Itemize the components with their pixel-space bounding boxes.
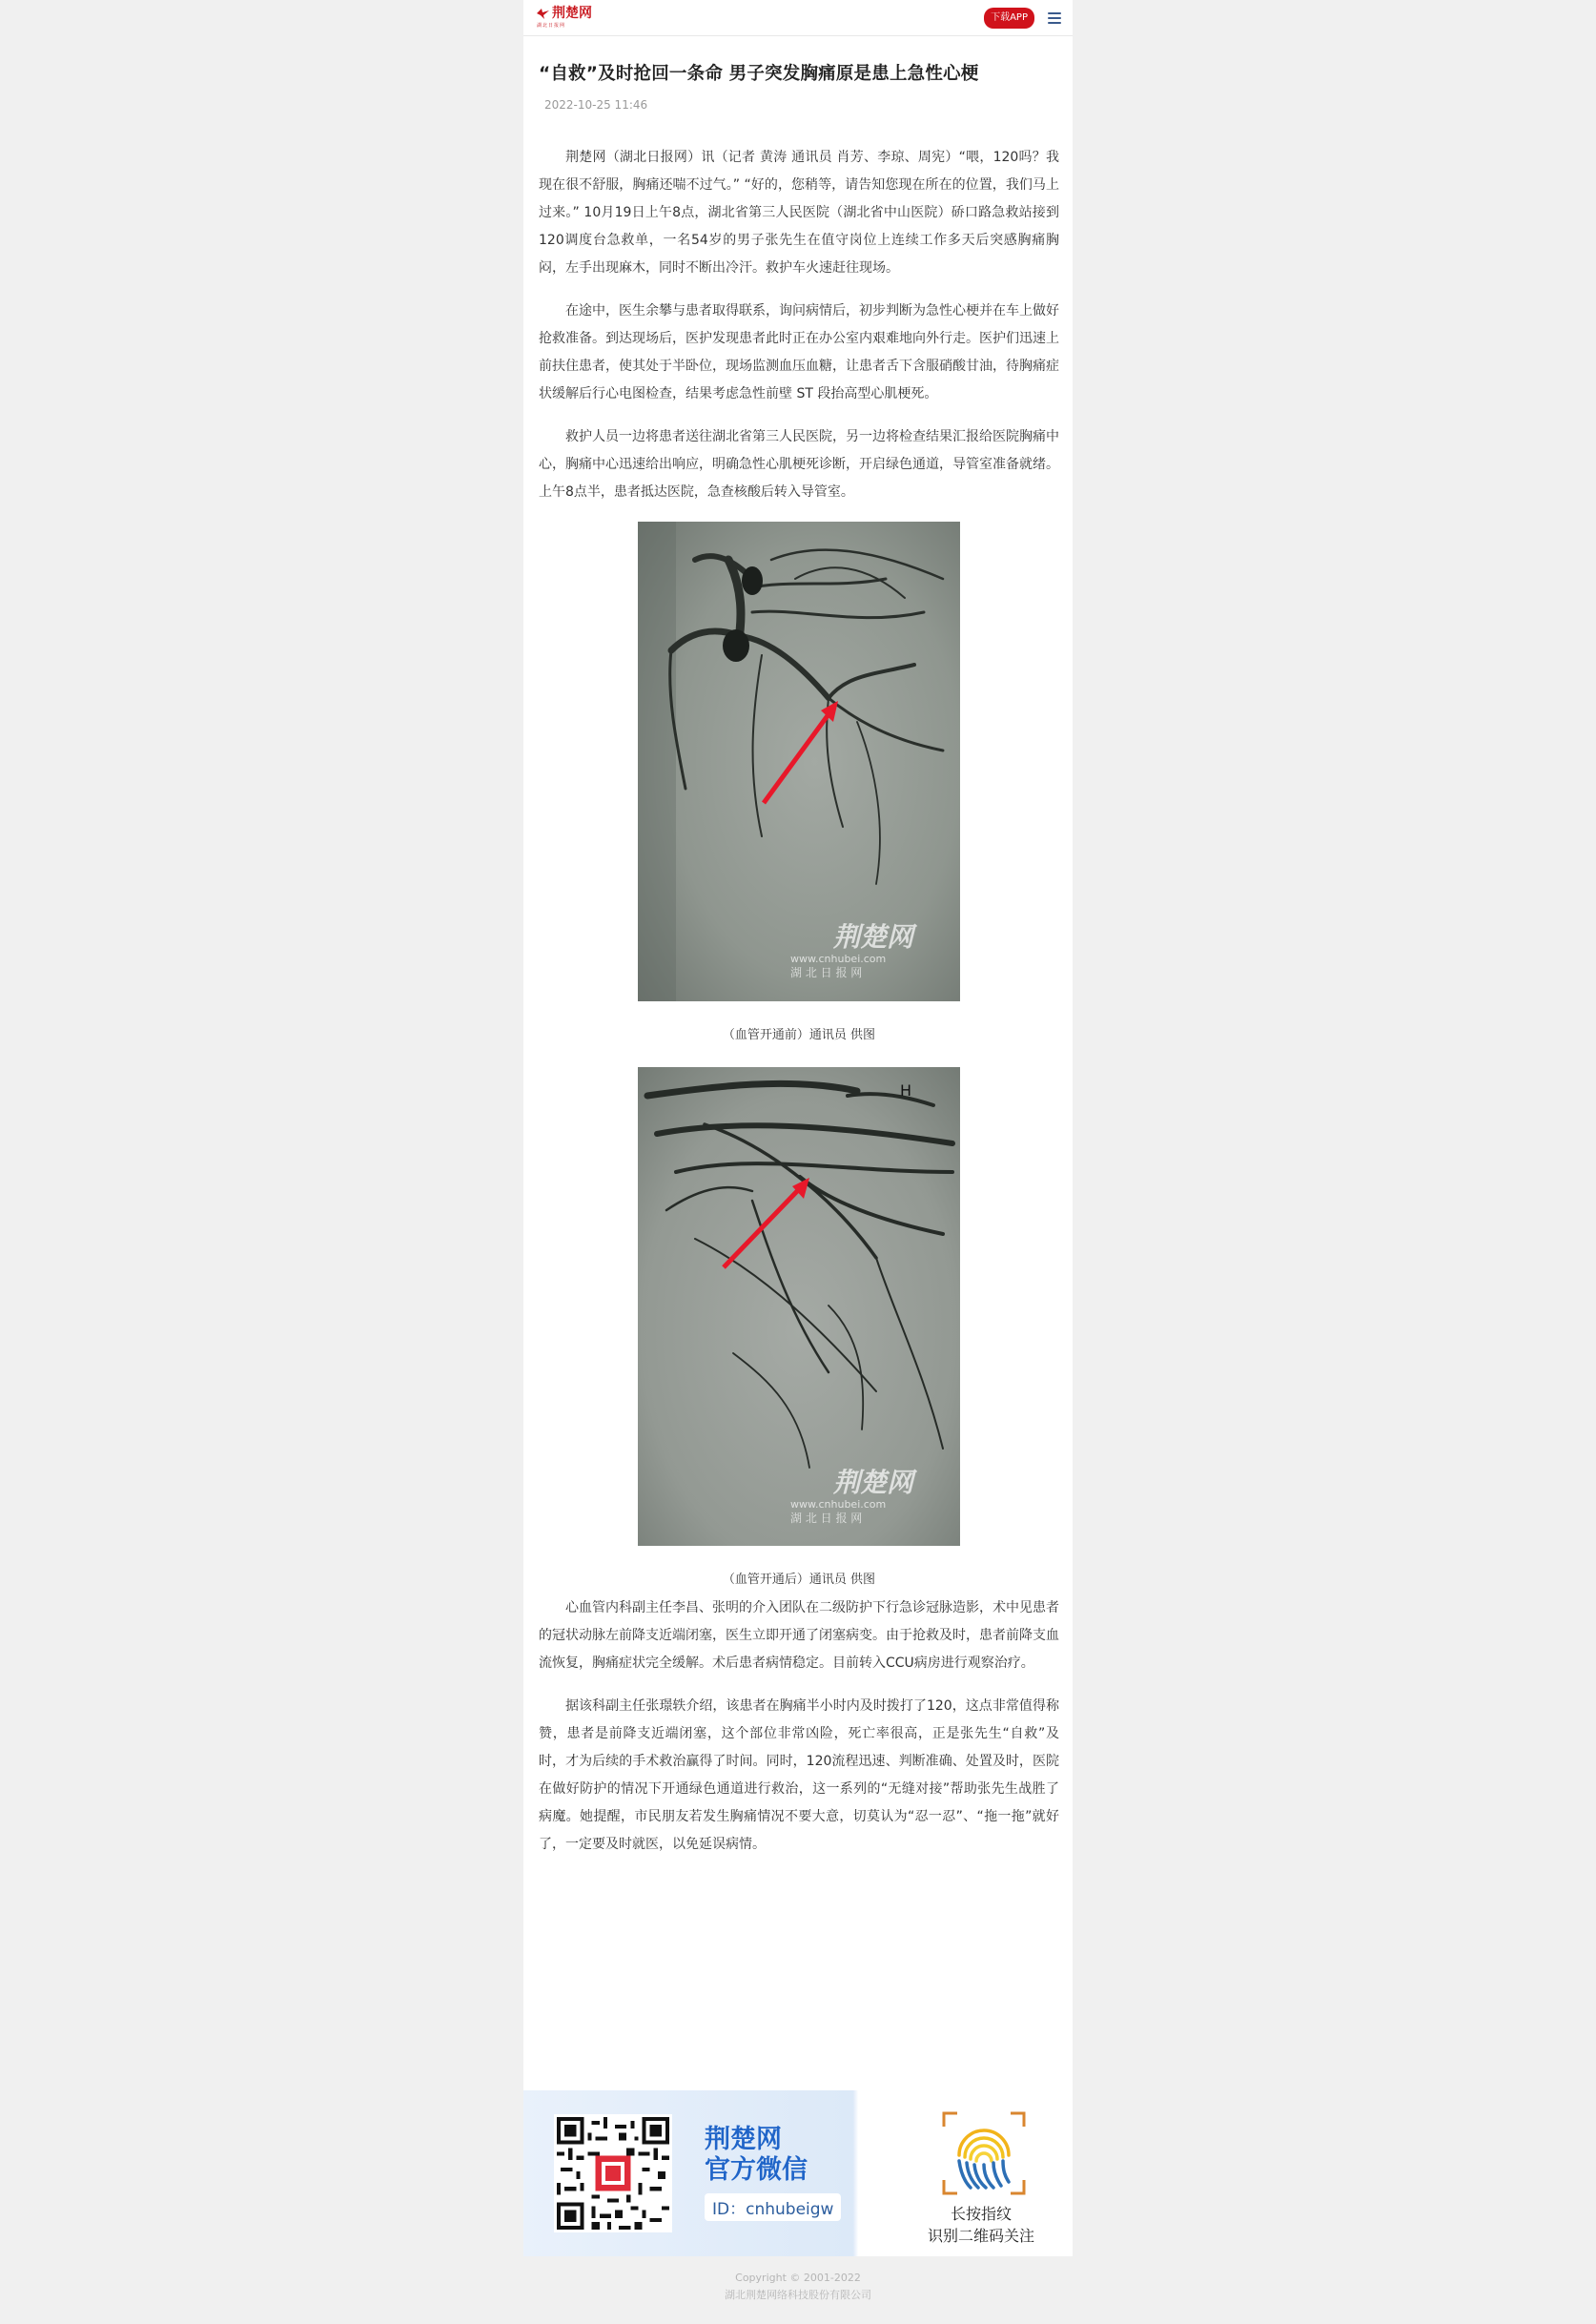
logo-mark-icon (537, 9, 549, 19)
qr-code[interactable] (554, 2114, 672, 2232)
wechat-promo-banner (523, 2090, 1073, 2256)
copyright-text: Copyright © 2001-2022 (735, 2272, 861, 2284)
paragraph-1: 荆楚网（湖北日报网）讯（记者 黄涛 通讯员 肖芳、李琼、周宪）“喂，120吗？我现在很不舒服，胸痛还喘不过气。” “好的，您稍等，请告知您现在所在的位置，我们马上过来。” 10月19日上午8点，湖北省第三人民医院（湖北省中山医院）硚口路急救站接到120调度台急救单，一名54岁的男子张先生在值守岗位上连续工作多天后突感胸痛胸闷，左手出现麻木，同时不断出冷汗。救护车火速赶往现场。 (539, 150, 1059, 276)
figure-after (539, 1067, 1059, 1587)
watermark-url-1: www.cnhubei.com (790, 953, 887, 965)
wechat-id: ID：cnhubeigw (705, 2193, 841, 2221)
angiogram-after-image[interactable] (638, 1067, 960, 1546)
watermark-logo-1: 荆楚网 (833, 921, 914, 953)
paragraph-3: 救护人员一边将患者送往湖北省第三人民医院，另一边将检查结果汇报给医院胸痛中心，胸痛中心迅速给出响应，明确急性心肌梗死诊断，开启绿色通道，导管室准备就绪。上午8点半，患者抵达医院，急查核酸后转入导管室。 (539, 429, 1059, 500)
promo-title-line2: 官方微信 (705, 2155, 808, 2185)
image-corner-label: H (900, 1081, 912, 1100)
paragraph-4: 心血管内科副主任李昌、张明的介入团队在二级防护下行急诊冠脉造影，术中见患者的冠状动脉左前降支近端闭塞，医生立即开通了闭塞病变。由于抢救及时，患者前降支血流恢复，胸痛症状完全缓解。术后患者病情稳定。目前转入CCU病房进行观察治疗。 (539, 1600, 1059, 1671)
fingerprint-hint (905, 2203, 1057, 2247)
article-body (523, 62, 1073, 1859)
site-logo[interactable] (537, 7, 592, 29)
logo-subtitle: 湖北日报网 (537, 23, 566, 29)
logo-text: 荆楚网 (552, 6, 592, 21)
hamburger-menu-icon[interactable] (1048, 12, 1061, 24)
watermark-logo-2: 荆楚网 (833, 1467, 914, 1498)
promo-title (705, 2125, 808, 2186)
fingerprint-hint-line1: 长按指纹 (950, 2205, 1012, 2223)
angiogram-before-image[interactable] (638, 522, 960, 1001)
company-name: 湖北荆楚网络科技股份有限公司 (725, 2289, 871, 2301)
paragraph-2: 在途中，医生余攀与患者取得联系，询问病情后，初步判断为急性心梗并在车上做好抢救准备。到达现场后，医护发现患者此时正在办公室内艰难地向外行走。医护们迅速上前扶住患者，使其处于半卧位，现场监测血压血糖，让患者舌下含服硝酸甘油，待胸痛症状缓解后行心电图检查，结果考虑急性前壁 ST 段抬高型心肌梗死。 (539, 303, 1059, 401)
fingerprint-icon[interactable] (938, 2108, 1030, 2199)
figure-before (539, 522, 1059, 1042)
promo-title-line1: 荆楚网 (705, 2125, 782, 2154)
watermark-sub-1: 湖 北 日 报 网 (790, 966, 863, 979)
article-page (523, 0, 1073, 2324)
article-title: “自救”及时抢回一条命 男子突发胸痛原是患上急性心梗 (539, 64, 979, 84)
watermark-sub-2: 湖 北 日 报 网 (790, 1512, 863, 1525)
top-bar (523, 0, 1073, 36)
page-footer (523, 2256, 1073, 2324)
paragraph-5: 据该科副主任张璟轶介绍，该患者在胸痛半小时内及时拨打了120，这点非常值得称赞，患者是前降支近端闭塞，这个部位非常凶险，死亡率很高，正是张先生“自救”及时，才为后续的手术救治赢得了时间。同时，120流程迅速、判断准确、处置及时，医院在做好防护的情况下开通绿色通道进行救治，这一系列的“无缝对接”帮助张先生战胜了病魔。她提醒，市民朋友若发生胸痛情况不要大意，切莫认为“忍一忍”、“拖一拖”就好了，一定要及时就医，以免延误病情。 (539, 1698, 1059, 1852)
publish-date: 2022-10-25 11:46 (544, 98, 648, 112)
caption-after: （血管开通后）通讯员 供图 (722, 1573, 876, 1587)
fingerprint-hint-line2: 识别二维码关注 (927, 2227, 1034, 2245)
caption-before: （血管开通前）通讯员 供图 (722, 1028, 876, 1042)
watermark-url-2: www.cnhubei.com (790, 1498, 887, 1511)
download-app-button[interactable]: 下载APP (984, 8, 1034, 29)
